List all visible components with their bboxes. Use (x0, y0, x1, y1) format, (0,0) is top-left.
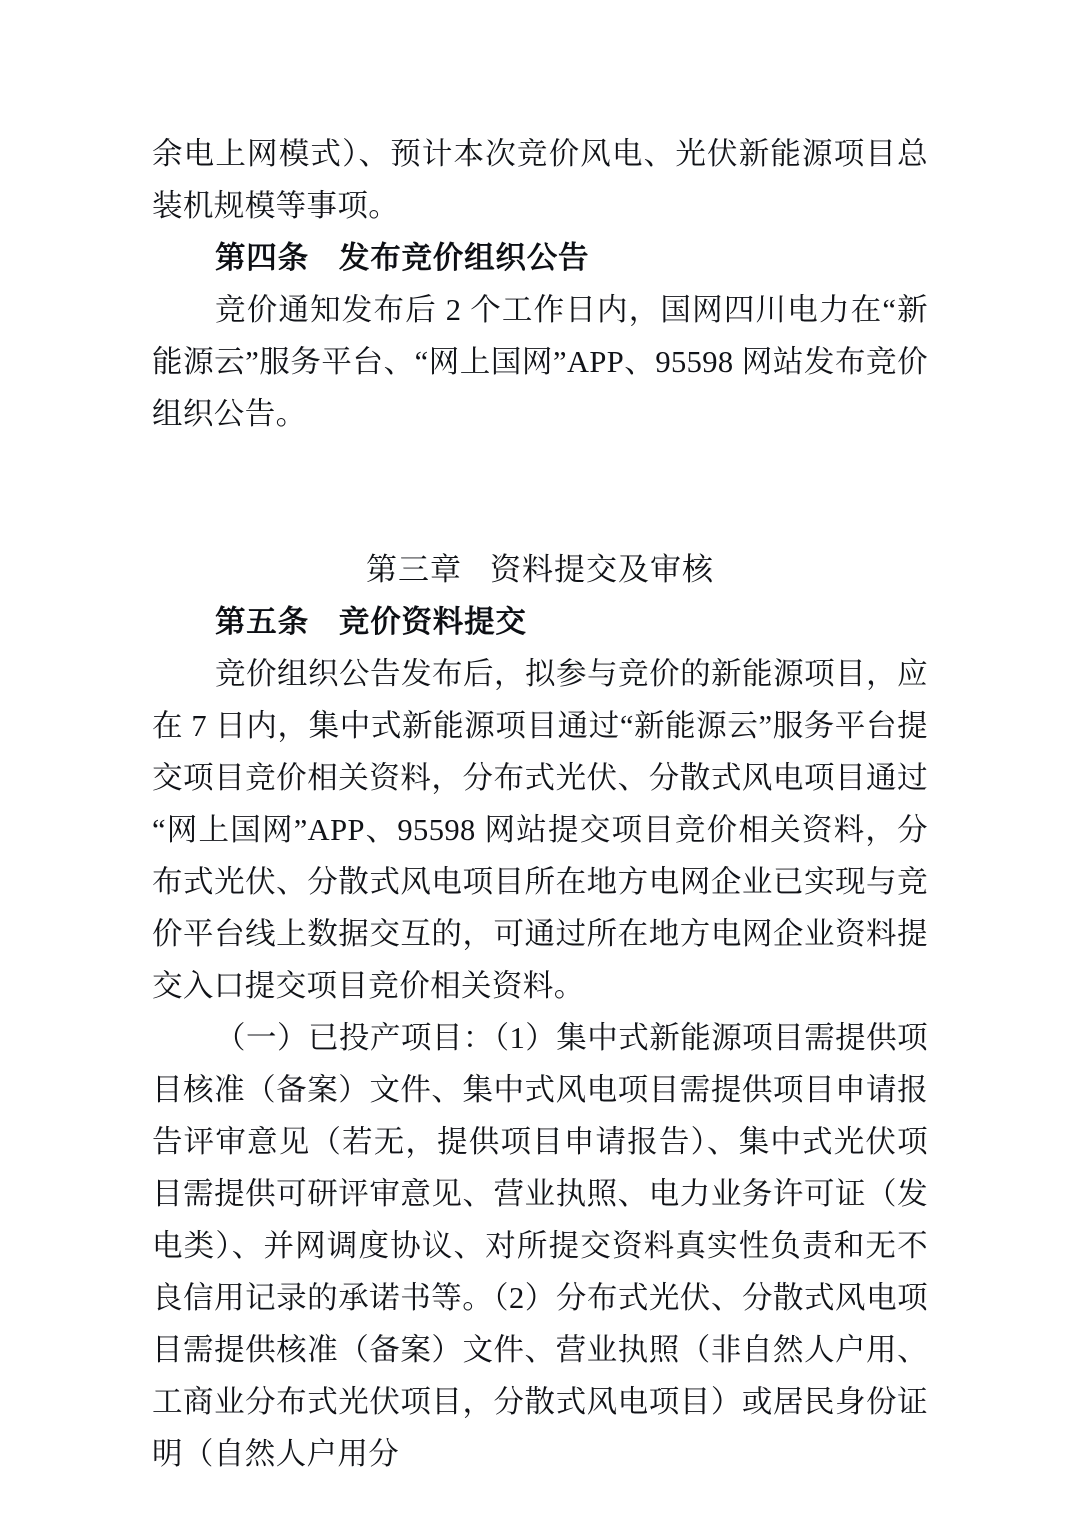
article-four-title: 发布竞价组织公告 (338, 241, 590, 275)
article-five-number: 第五条 (215, 605, 309, 639)
article-four-number: 第四条 (215, 241, 309, 275)
paragraph-article-five-body: 竞价组织公告发布后，拟参与竞价的新能源项目，应在 7 日内，集中式新能源项目通过“新能源云”服务平台提交项目竞价相关资料，分布式光伏、分散式风电项目通过“网上国网”APP、95598 网站提交项目竞价相关资料，分布式光伏、分散式风电项目所在地方电网企业已实现与竞价平台线上数据交互的，可通过所在地方电网企业资料提交入口提交项目竞价相关资料。 (152, 657, 928, 1003)
article-heading-five (152, 596, 928, 648)
chapter-heading-three (152, 544, 928, 596)
article-five-title: 竞价资料提交 (338, 605, 527, 639)
article-heading-four (152, 232, 928, 284)
chapter-three-number: 第三章 (366, 552, 462, 587)
spacer-before-chapter (152, 440, 928, 544)
paragraph-item-one: （一）已投产项目：（1）集中式新能源项目需提供项目核准（备案）文件、集中式风电项目需提供项目申请报告评审意见（若无，提供项目申请报告）、集中式光伏项目需提供可研评审意见、营业执照、电力业务许可证（发电类）、并网调度协议、对所提交资料真实性负责和无不良信用记录的承诺书等。（2）分布式光伏、分散式风电项目需提供核准（备案）文件、营业执照（非自然人户用、工商业分布式光伏项目，分散式风电项目）或居民身份证明（自然人户用分 (152, 1021, 928, 1471)
chapter-three-title: 资料提交及审核 (490, 552, 714, 587)
paragraph-article-four-body: 竞价通知发布后 2 个工作日内，国网四川电力在“新能源云”服务平台、“网上国网”APP、95598 网站发布竞价组织公告。 (152, 293, 928, 431)
document-content (152, 128, 928, 1480)
paragraph-continued-top: 余电上网模式）、预计本次竞价风电、光伏新能源项目总装机规模等事项。 (152, 137, 928, 223)
